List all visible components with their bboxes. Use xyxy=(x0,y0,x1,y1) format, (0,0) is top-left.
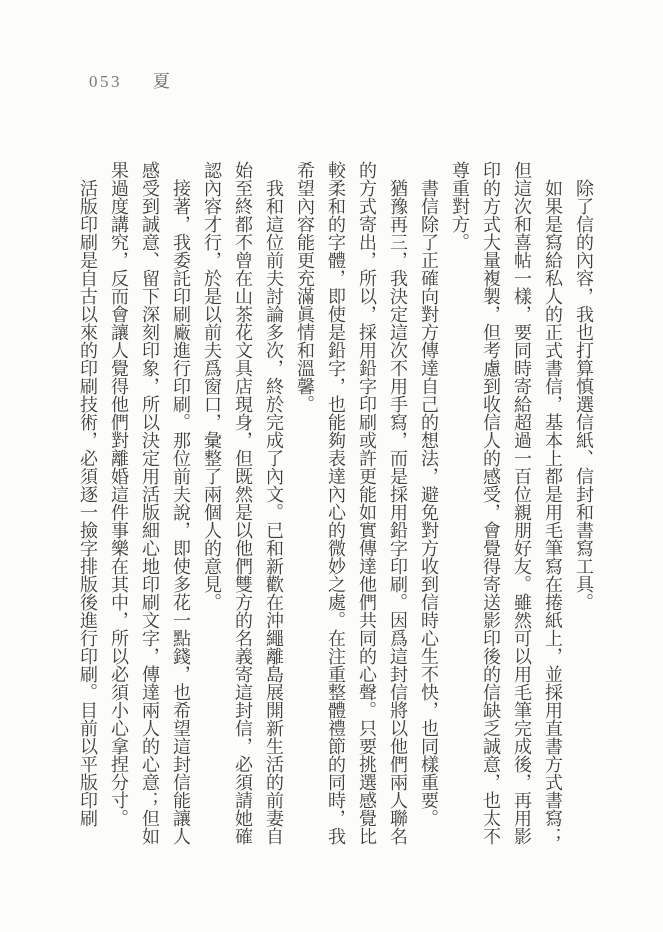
paragraph: 我和這位前夫討論多次，終於完成了內文。已和新歡在沖繩離島展開新生活的前妻自始至終都不曾在山茶花文具店現身，但既然是以他們雙方的名義寄這封信，必須請她確認內容才行，於是以前夫爲窗口，彙整了兩個人的意見。 xyxy=(202,161,284,845)
chapter-title: 夏 xyxy=(153,72,170,91)
body-text xyxy=(65,161,599,847)
page-number: 053 xyxy=(89,72,122,91)
page-header xyxy=(89,73,170,90)
paragraph: 如果是寫給私人的正式書信，基本上都是用毛筆寫在捲紙上，並採用直書方式書寫；但這次和喜帖一樣，要同時寄給超過一百位親朋好友。雖然可以用毛筆完成後，再用影印的方式大量複製，但考慮到收信人的感受，會覺得寄送影印後的信缺乏誠意，也太不尊重對方。 xyxy=(450,161,563,845)
paragraph: 猶豫再三，我決定這次不用手寫，而是採用鉛字印刷。因爲這封信將以他們兩人聯名的方式寄出，所以，採用鉛字印刷或許更能如實傳達他們共同的心聲。只要挑選感覺比較柔和的字體，即使是鉛字，也能夠表達內心的微妙之處。在注重整體禮節的同時，我希望內容能更充滿眞情和溫馨。 xyxy=(295,161,408,845)
paragraph: 書信除了正確向對方傳達自己的想法，避免對方收到信時心生不快，也同樣重要。 xyxy=(419,179,439,827)
paragraph: 活版印刷是自古以來的印刷技術，必須逐一撿字排版後進行印刷。目前以平版印刷 xyxy=(78,179,98,827)
paragraph: 除了信的內容，我也打算慎選信紙、信封和書寫工具。 xyxy=(574,179,594,611)
paragraph: 接著，我委託印刷廠進行印刷。那位前夫說，即使多花一點錢，也希望這封信能讓人感受到誠意、留下深刻印象，所以決定用活版細心地印刷文字，傳達兩人的心意；但如果過度講究，反而會讓人覺得他們對離婚這件事樂在其中，所以必須小心拿捏分寸。 xyxy=(109,161,191,845)
